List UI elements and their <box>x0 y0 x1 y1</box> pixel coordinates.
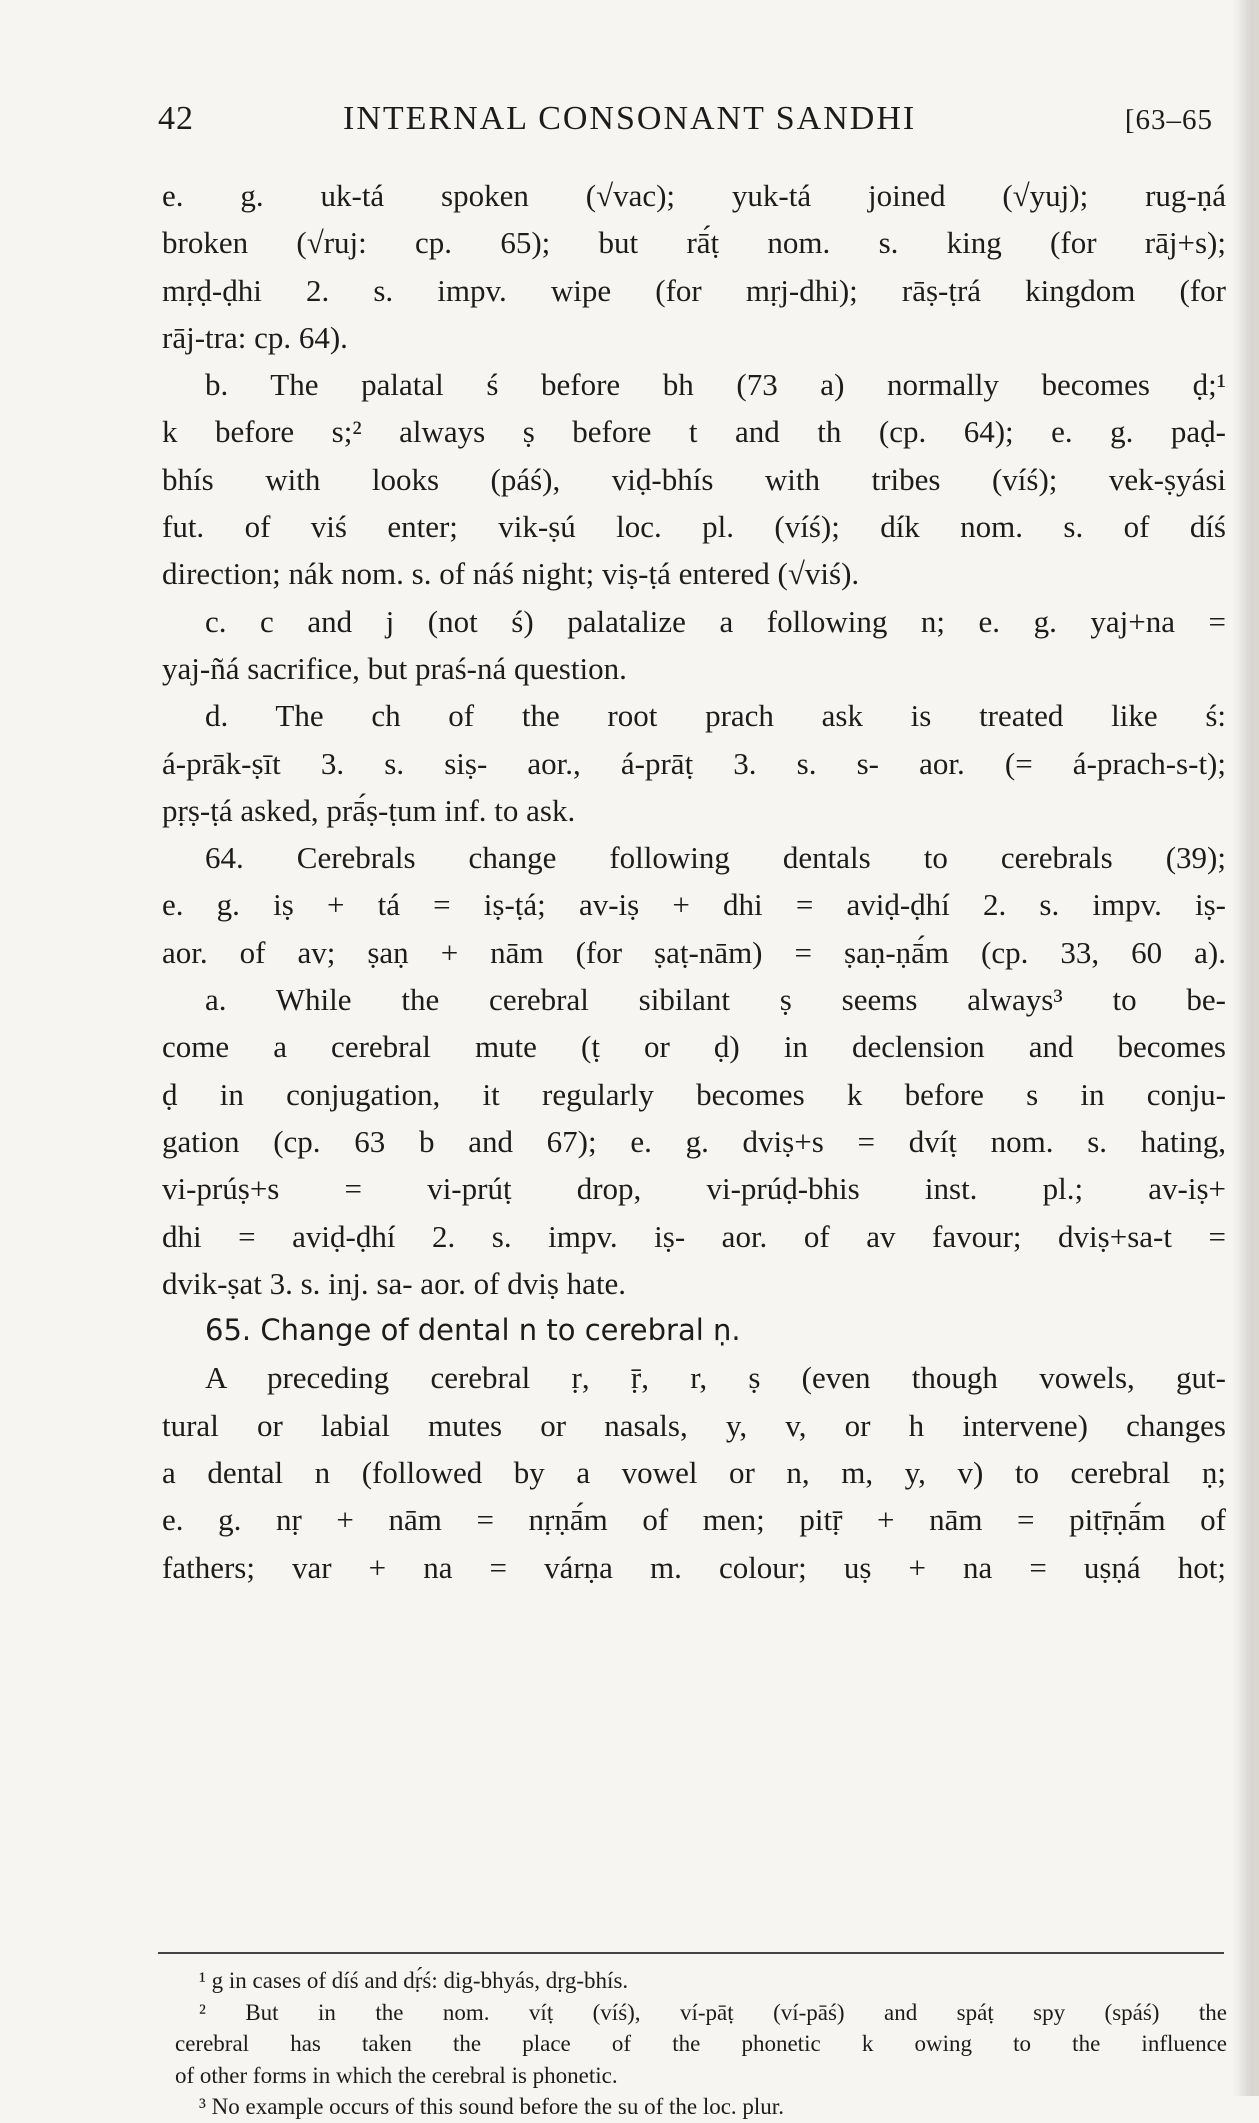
text-line: b. The palatal ś before bh (73 a) normally becomes ḍ;¹ <box>205 367 1226 403</box>
page-number: 42 <box>158 100 194 137</box>
text-line: mṛḍ-ḍhi 2. s. impv. wipe (for mṛj-dhi); rāṣ-ṭrá kingdom (for <box>162 272 1226 308</box>
text-line: dhi = aviḍ-ḍhí 2. s. impv. iṣ- aor. of av favour; dviṣ+sa-t = <box>162 1218 1226 1254</box>
text-line: yaj-ñá sacrifice, but praś-ná question. <box>162 650 627 686</box>
text-line: aor. of av; ṣaṇ + nām (for ṣaṭ-nām) = ṣaṇ-ṇā́m (cp. 33, 60 a). <box>162 934 1226 970</box>
text-line: broken (√ruj: cp. 65); but rā́ṭ nom. s. king (for rāj+s); <box>162 225 1226 261</box>
running-header <box>158 100 1213 150</box>
section-range: [63–65 <box>1124 104 1213 136</box>
text-line: a dental n (followed by a vowel or n, m, y, v) to cerebral ṇ; <box>162 1455 1226 1491</box>
footnote-3: ³ No example occurs of this sound before the su of the loc. plur. <box>199 2094 784 2119</box>
text-line: rāj-tra: cp. 64). <box>162 319 348 355</box>
text-line: fut. of viś enter; vik-ṣú loc. pl. (víś); dík nom. s. of díś <box>162 509 1226 545</box>
section-64-heading: 64. Cerebrals change following dentals to cerebrals (39); <box>205 840 1226 876</box>
footnote-2: ² But in the nom. víṭ (víś), ví-pāṭ (ví-pāś) and spáṭ spy (spáś) the <box>199 1999 1227 2025</box>
text-line: bhís with looks (páś), viḍ-bhís with tribes (víś); vek-ṣyási <box>162 461 1226 497</box>
footnote-1: ¹ g in cases of díś and dṛ́ś: dig-bhyás, dṛg-bhís. <box>199 1968 629 1993</box>
text-line: tural or labial mutes or nasals, y, v, or h intervene) changes <box>162 1407 1226 1443</box>
text-line: direction; nák nom. s. of náś night; viṣ-ṭá entered (√viś). <box>162 556 860 592</box>
main-text <box>162 172 1226 1591</box>
text-line: k before s;² always ṣ before t and th (cp. 64); e. g. paḍ- <box>162 414 1226 450</box>
footnotes <box>175 1965 1227 2123</box>
text-line: a. While the cerebral sibilant ṣ seems always³ to be- <box>205 982 1226 1018</box>
text-line: e. g. nṛ + nām = nṛṇā́m of men; pitṝ + nām = pitṝṇā́m of <box>162 1502 1226 1538</box>
text-line: A preceding cerebral ṛ, ṝ, r, ṣ (even though vowels, gut- <box>205 1360 1226 1396</box>
text-line: dvik-ṣat 3. s. inj. sa- aor. of dviṣ hate. <box>162 1265 627 1301</box>
text-line: gation (cp. 63 b and 67); e. g. dviṣ+s = dvíṭ nom. s. hating, <box>162 1123 1226 1159</box>
text-line: vi-prúṣ+s = vi-prúṭ drop, vi-prúḍ-bhis inst. pl.; av-iṣ+ <box>162 1171 1226 1207</box>
text-line: come a cerebral mute (ṭ or ḍ) in declension and becomes <box>162 1029 1226 1065</box>
text-line: e. g. uk-tá spoken (√vac); yuk-tá joined (√yuj); rug-ṇá <box>162 178 1226 213</box>
text-line: c. c and j (not ś) palatalize a following n; e. g. yaj+na = <box>205 603 1226 639</box>
text-line: á-prāk-ṣīt 3. s. siṣ- aor., á-prāṭ 3. s. s- aor. (= á-prach-s-t); <box>162 745 1226 781</box>
text-line: e. g. iṣ + tá = iṣ-ṭá; av-iṣ + dhi = aviḍ-ḍhí 2. s. impv. iṣ- <box>162 887 1226 923</box>
text-line: ḍ in conjugation, it regularly becomes k before s in conju- <box>162 1076 1226 1112</box>
footnote-2-line: of other forms in which the cerebral is phonetic. <box>175 2062 618 2088</box>
text-line: fathers; var + na = várṇa m. colour; uṣ + na = uṣṇá hot; <box>162 1549 1226 1585</box>
footnote-2-line: cerebral has taken the place of the phonetic k owing to the influence <box>175 2031 1227 2056</box>
section-65-heading: 65. Change of dental n to cerebral ṇ. <box>205 1313 741 1348</box>
text-line: d. The ch of the root prach ask is treated like ś: <box>205 698 1226 734</box>
footnote-rule <box>158 1952 1224 1954</box>
running-title: INTERNAL CONSONANT SANDHI <box>343 100 917 137</box>
page-edge <box>1253 0 1259 2096</box>
text-line: pṛṣ-ṭá asked, prā́ṣ-ṭum inf. to ask. <box>162 792 576 828</box>
